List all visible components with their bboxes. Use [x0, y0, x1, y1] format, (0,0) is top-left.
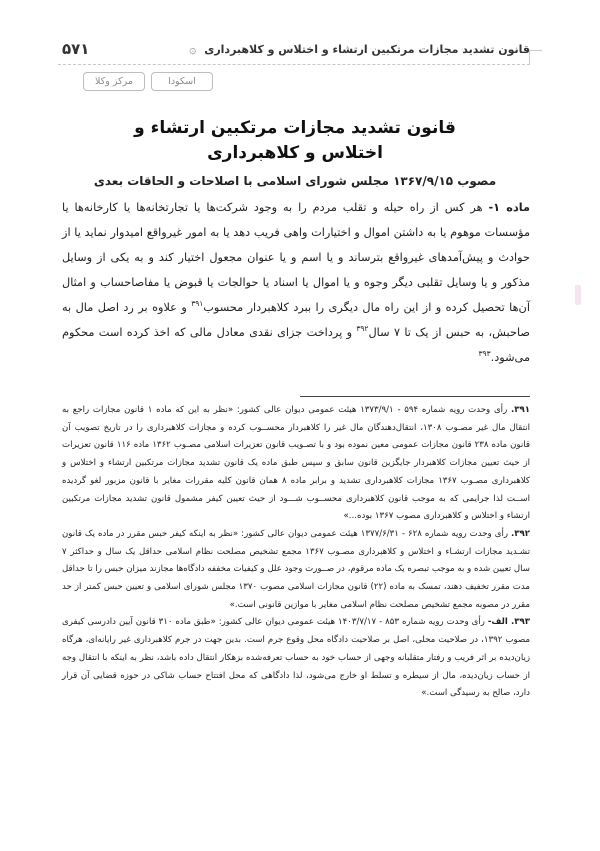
footnote-text: رأی وحدت رویه شماره ۸۵۳ - ۱۴۰۳/۷/۱۷ هیئت عمومی دیوان عالی کشور: «طبق ماده ۳۱۰ قانون آیین دادرسی کیفری مصوب ۱۳۹۲، در صلاحیت محلی، اصل بر صلاحیت دادگاه محل وقوع جرم است. بدین جهت در جرم کلاهبرداری غیر رایانه‌ای، هرگاه زیان‌دیده بر اثر فریب و رفتار متقلبانه وجهی از حساب خود به حساب تعرفه‌شده بزهکار انتقال داده باشد، نظر به اینکه با انتقال وجه از حساب زیان‌دیده، مال از سیطره و تسلط او خارج می‌شود، لذا دادگاهی که محل افتتاح حساب شاکی در حوزه قضایی آن قرار دارد، صالح به رسیدگی است.» [62, 617, 530, 699]
law-title-line-2: اختلاس و کلاهبرداری [207, 143, 383, 163]
footnote-ref-391[interactable]: ۳۹۱ [191, 299, 204, 309]
footnote-text: رأی وحدت رویه شماره ۶۲۸ - ۱۳۷۷/۶/۳۱ هیئت عمومی دیوان عالی کشور: «نظر به اینکه کیفر حبس مقرر در ماده یک قانون تشـدید مجازات ارتشـاء و اختلاس و کلاهبرداری مصـوب ۱۳۶۷ مجمع تشخیص مصلحت نظام اسلامی حداقل یک سال و حداکثر ۷ سال تعیین شده و به موجب تبصره یک ماده مرقوم، در صــورت وجود علل و کیفیات مخففه دادگاه‌ها مجازند میزان حبس را تا حداقل مدت مقرر تخفیف دهند، تمسک به ماده (۲۲) قانون مجازات اسلامی مصوب ۱۳۷۰ مجلس شورای اسلامی و تعیین حبس کمتر از حد مقرر در مصوبه مجمع تشخیص مصلحت نظام اسلامی مغایر با موازین قانونی است.» [62, 528, 530, 610]
header-divider [58, 64, 530, 65]
article-text-part-1: هر کس از راه حیله و تقلب مردم را به وجود شرکت‌ها یا تجارتخانه‌ها یا کارخانه‌ها یا مؤسسات موهوم یا به داشتن اموال و اختیارات واهی فریب دهد یا به امور غیرواقع امیدوار نماید یا از حوادث و پیش‌آمدهای غیرواقع بترساند و یا اسم و یا عنوان مجعول اختیار کند و به یکی از وسایل مذکور و یا وسایل تقلبی دیگر وجوه و یا اموال یا اسناد یا حوالجات یا قبوض یا مفاصاحساب و امثال آن‌ها تحصیل کرده و از این راه مال دیگری را ببرد کلاهبردار محسوب [62, 201, 530, 314]
article-text-part-2: و علاوه بر رد اصل مال به صاحبش، به حبس از یک تا ۷ سال [62, 301, 530, 339]
running-title: قانون تشدید مجازات مرتکبین ارتشاء و اختلاس و کلاهبرداری [204, 42, 530, 56]
law-title-line-1: قانون تشدید مجازات مرتکبین ارتشاء و [134, 118, 456, 138]
tag-markaz-vokala[interactable]: مرکز وکلا [83, 72, 145, 91]
footnote-391 [62, 402, 530, 526]
tag-list [83, 72, 213, 91]
footnote-number: ۳۹۲. [510, 528, 530, 539]
article-1-paragraph [62, 195, 530, 370]
law-title [60, 116, 530, 166]
tag-eskoda[interactable]: اسکودا [151, 72, 213, 91]
article-label: ماده ۱- [488, 201, 531, 214]
page-header [62, 36, 530, 62]
footnote-ref-393[interactable]: ۳۹۳ [478, 349, 491, 359]
footnote-number: ۳۹۱. [510, 405, 530, 415]
header-corner-decoration [529, 50, 542, 65]
footnote-392 [62, 526, 530, 615]
footnote-text: رأی وحدت رویه شماره ۵۹۴ - ۱۳۷۳/۹/۱ هیئت عمومی دیوان عالی کشور: «نظر به این که ماده ۱ قانون مجازات راجع به انتقال مال غیر مصـوب ۱۳۰۸، انتقال‌دهندگان مال غیر را کلاهبردار محســوب کرده و مجازات کلاهبرداری را در تاریخ تصویب آن قانون ماده ۲۳۸ قانون مجازات عمومی معین نموده بود و با تصـویب قانون تعزیرات اسلامی مصـوب ۱۳۶۲ ماده ۱۱۶ قانون تعزیرات از حیث تعیین مجازات کلاهبردار جایگزین قانون سابق و سپس طبق ماده یک قانون تشدید مجازات مرتکبین ارتشاء و اختلاس و کلاهبرداری مصـوب ۱۳۶۷ مجازات کلاهبرداری تشدید و برابر ماده ۸ همان قانون کلیه مقررات مغایر با قانون مزبور لغو گردیده اســت لذا جرایمی که به موجب قانون کلاهبرداری محســوب شـــود از حیث تعیین کیفر مشمول قانون تشدید مجازات مرتکبین ارتشاء و اختلاس و کلاهبرداری مصوب ۱۳۶۷ بوده...» [62, 405, 530, 522]
footnote-number: ۳۹۳. الف- [487, 617, 531, 628]
footnotes [62, 402, 530, 703]
footnotes-divider [300, 396, 530, 397]
ornament-icon: ۞ [189, 42, 197, 56]
page-number: ۵۷۱ [62, 40, 90, 58]
footnote-ref-392[interactable]: ۳۹۲ [356, 324, 369, 334]
footnote-393 [62, 614, 530, 703]
edge-marker [575, 285, 581, 305]
law-approval-subtitle: مصوب ۱۳۶۷/۹/۱۵ مجلس شورای اسلامی با اصلاحات و الحاقات بعدی [93, 174, 497, 188]
article-text-part-3: و پرداخت جزای نقدی معادل مالی که اخذ کرده است محکوم می‌شود. [62, 326, 530, 364]
